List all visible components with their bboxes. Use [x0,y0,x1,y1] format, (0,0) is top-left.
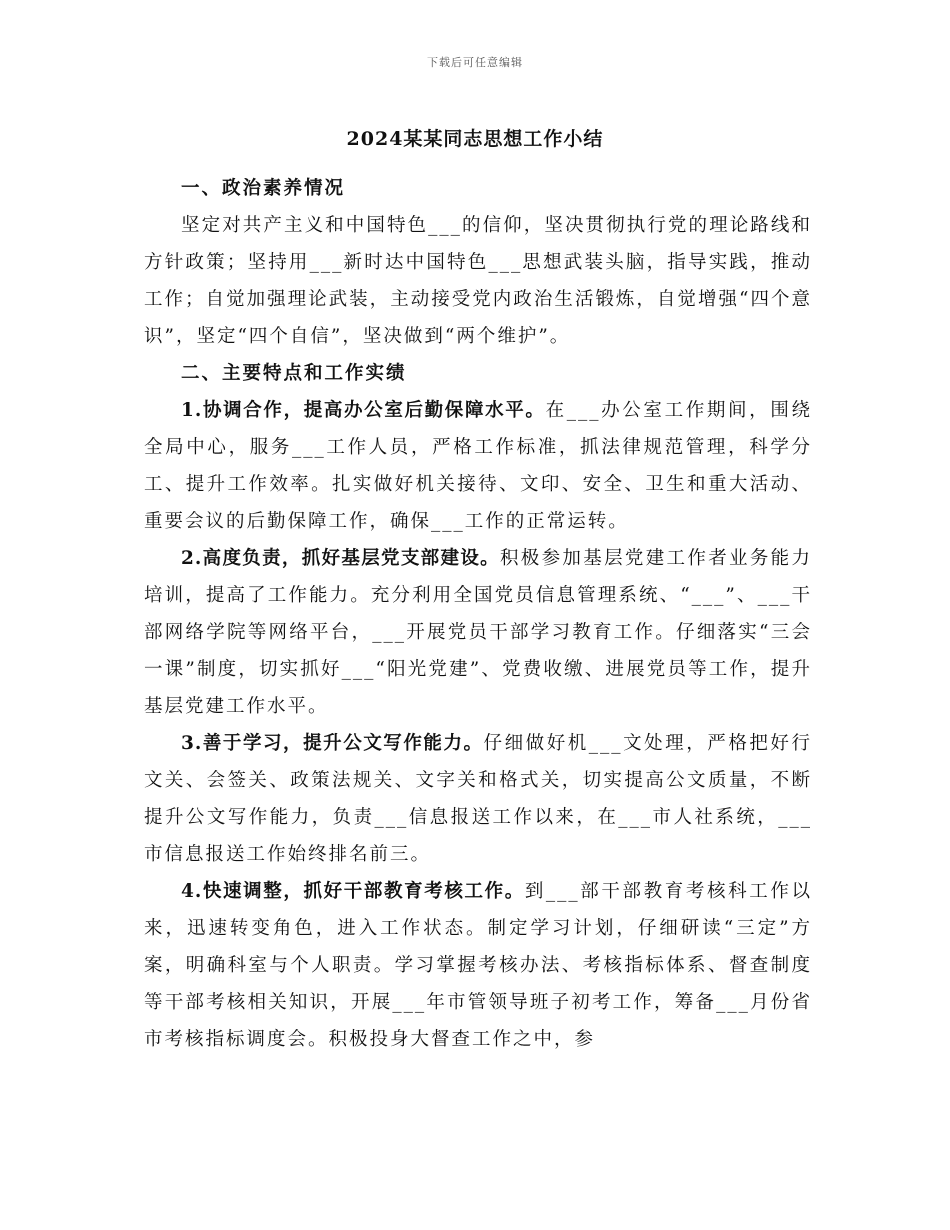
paragraph-lead: 2.高度负责，抓好基层党支部建设。 [181,548,500,569]
paragraph-text: 在___办公室工作期间，围绕全局中心，服务___工作人员，严格工作标准，抓法律规范管理，科学分工、提升工作效率。扎实做好机关接待、文印、安全、卫生和重大活动、重要会议的后勤保障工作，确保___工作的正常运转。 [144,400,812,532]
paragraph [144,540,812,725]
section-heading: 一、政治素养情况 [181,178,346,199]
paragraph-text: 坚定对共产主义和中国特色___的信仰，坚决贯彻执行党的理论路线和方针政策；坚持用___新时达中国特色___思想武装头脑，指导实践，推动工作；自觉加强理论武装，主动接受党内政治生活锻炼，自觉增强“四个意识”，坚定“四个自信”，坚决做到“两个维护”。 [144,215,812,347]
document-body [144,170,812,1058]
header-note: 下载后可任意编辑 [427,56,523,69]
paragraph-text: 积极参加基层党建工作者业务能力培训，提高了工作能力。充分利用全国党员信息管理系统、“___”、___干部网络学院等网络平台，___开展党员干部学习教育工作。仔细落实“三会一课”制度，切实抓好___“阳光党建”、党费收缴、进展党员等工作，提升基层党建工作水平。 [144,548,812,717]
paragraph [144,873,812,1058]
paragraph-lead: 4.快速调整，抓好干部教育考核工作。 [181,881,525,902]
document-title: 2024某某同志思想工作小结 [346,128,604,150]
section-heading: 二、主要特点和工作实绩 [181,363,407,384]
paragraph-lead: 3.善于学习，提升公文写作能力。 [181,733,484,754]
paragraph-text: 仔细做好机___文处理，严格把好行文关、会签关、政策法规关、文字关和格式关，切实提高公文质量，不断提升公文写作能力，负责___信息报送工作以来，在___市人社系统，___市信息报送工作始终排名前三。 [144,733,812,865]
paragraph-lead: 1.协调合作，提高办公室后勤保障水平。 [181,400,546,421]
paragraph-text: 到___部干部教育考核科工作以来，迅速转变角色，进入工作状态。制定学习计划，仔细研读“三定”方案，明确科室与个人职责。学习掌握考核办法、考核指标体系、督查制度等干部考核相关知识，开展___年市管领导班子初考工作，筹备___月份省市考核指标调度会。积极投身大督查工作之中，参 [144,881,812,1050]
paragraph [144,207,812,355]
paragraph [144,392,812,540]
paragraph [144,725,812,873]
